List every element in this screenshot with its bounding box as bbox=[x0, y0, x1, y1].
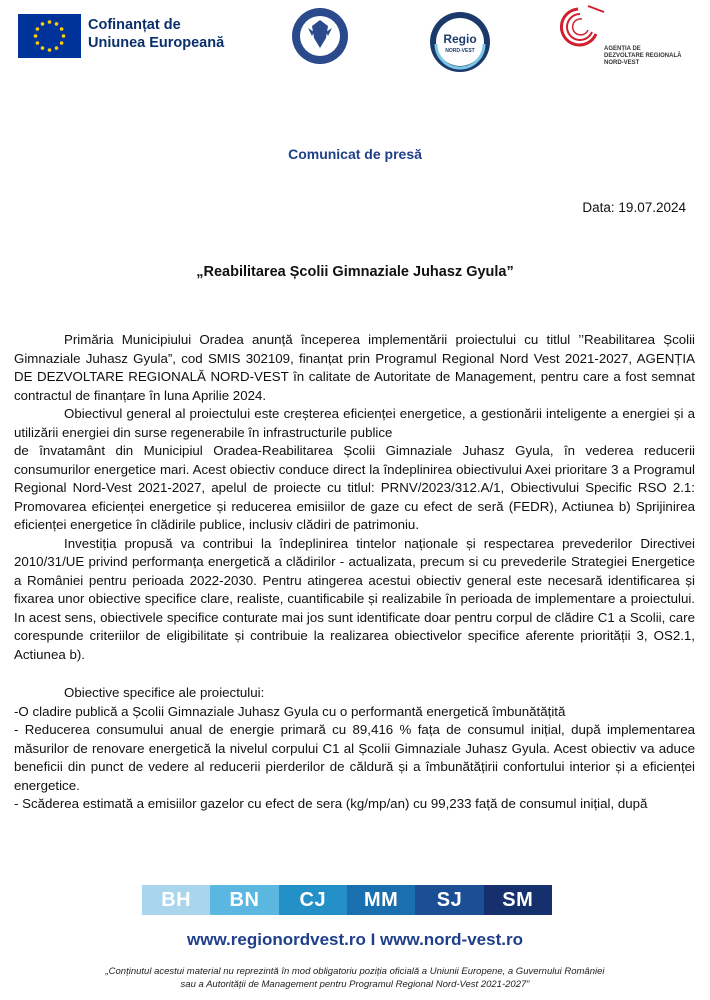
county-segment-mm: MM bbox=[347, 885, 415, 915]
adr-logo-text bbox=[604, 46, 681, 67]
paragraph-2: Obiectivul general al proiectului este creșterea eficienței energetice, a gestionării inteligente a energiei și a utilizării energiei din surse regenerabile în infrastructurile publice bbox=[14, 406, 695, 440]
regio-logo bbox=[428, 10, 492, 74]
disclaimer bbox=[40, 965, 670, 991]
objectives-heading: Obiective specifice ale proiectului: bbox=[64, 685, 265, 700]
objective-2: - Reducerea consumului anual de energie primară cu 89,416 % fața de consumul inițial, după implementarea măsurilor de renovare energetică la nivelul corpului C1 al Școlii Gimnaziale Juhasz Gyula. Acest obiectiv va aduce beneficii din punct de vedere al reducerii pierderilor de căldură și a îmbunătățirii confortului interior și a eficienței energetice. bbox=[14, 722, 695, 793]
header-logos bbox=[0, 0, 710, 80]
eu-flag-icon bbox=[18, 14, 81, 58]
objective-1: -O cladire publică a Școlii Gimnaziale Juhasz Gyula cu o performantă energetică îmbunătățită bbox=[14, 703, 566, 719]
disclaimer-line-1: „Conținutul acestui material nu reprezintă în mod obligatoriu poziția oficială a Uniunii Europene, a Guvernului României bbox=[105, 966, 605, 977]
regio-sub: NORD-VEST bbox=[445, 48, 475, 54]
county-segment-bn: BN bbox=[210, 885, 278, 915]
regio-label: Regio bbox=[443, 32, 477, 46]
objective-3: - Scăderea estimată a emisiilor gazelor cu efect de sera (kg/mp/an) cu 99,233 față de consumul inițial, după bbox=[14, 796, 648, 811]
website-links[interactable]: www.regionordvest.ro I www.nord-vest.ro bbox=[187, 930, 523, 949]
project-title: „Reabilitarea Școlii Gimnaziale Juhasz Gyula” bbox=[196, 264, 514, 280]
adr-logo bbox=[548, 4, 698, 74]
disclaimer-line-2: sau a Autorității de Management pentru Programul Regional Nord-Vest 2021-2027” bbox=[180, 979, 530, 990]
eu-line-1: Cofinanțat de bbox=[88, 17, 181, 33]
county-segment-sj: SJ bbox=[415, 885, 483, 915]
eu-logo-text bbox=[88, 16, 268, 52]
paragraph-3: de învatamânt din Municipiul Oradea-Reabilitarea Școlii Gimnaziale Juhasz Gyula, în vederea reducerii consumurilor energetice mari. Acest obiectiv conduce direct la îndeplinirea obiectivului Axei prioritare 3 a Programul Regional Nord-Vest 2021-2027, apelul de proiecte cu titlul: PRNV/2023/312.A/1, Obiectivului Specific RSO 2.1: Promovarea eficienței energetice și reducerea emisiilor de gaze cu efect de seră (FEDR), Actiunea b) Sprijinirea eficienței energetice în clădirile publice, inclusiv clădiri de patrimoniu. bbox=[14, 443, 695, 532]
adr-swirl-icon bbox=[548, 4, 608, 49]
county-bar bbox=[142, 885, 552, 915]
adr-line-1: AGENȚIA DE bbox=[604, 46, 641, 52]
document-title: Comunicat de presă bbox=[288, 146, 422, 162]
document-body bbox=[14, 331, 695, 814]
county-segment-cj: CJ bbox=[279, 885, 347, 915]
document-date: Data: 19.07.2024 bbox=[582, 200, 686, 215]
paragraph-1: Primăria Municipiului Oradea anunță începerea implementării proiectului cu titlul ’’Reabilitarea Școlii Gimnaziale Juhasz Gyula”, cod SMIS 302109, finanțat prin Programul Regional Nord Vest 2021-2027, AGENȚIA DE DEZVOLTARE REGIONALĂ NORD-VEST în calitate de Autoritate de Management, pentru care a fost semnat contractul de finanțare în luna Aprilie 2024. bbox=[14, 332, 695, 403]
paragraph-4: Investiția propusă va contribui la îndeplinirea tintelor naționale și respectarea prevederilor Directivei 2010/31/UE privind performanța energetică a clădirilor - actualizata, precum si cu prevederile Strategiei Energetice a României pentru perioada 2022-2030. Pentru atingerea acestui obiectiv general este necesară identificarea și fixarea unor obiective specifice clare, realiste, cuantificabile și realizabile în perioada de implementare a proiectului. In acest sens, obiectivele specifice conturate mai jos sunt identificate doar pentru corpul de clădire C1 a Scolii, care corespunde criteriilor de eligibilitate și contribuie la realizarea obiectivelor specifice aferente priorității 3, OS2.1, Actiunea b). bbox=[14, 535, 695, 662]
government-seal bbox=[290, 6, 350, 66]
adr-line-3: NORD-VEST bbox=[604, 60, 640, 66]
county-segment-sm: SM bbox=[484, 885, 552, 915]
eu-line-2: Uniunea Europeană bbox=[88, 35, 225, 51]
county-segment-bh: BH bbox=[142, 885, 210, 915]
adr-line-2: DEZVOLTARE REGIONALĂ bbox=[604, 53, 682, 59]
